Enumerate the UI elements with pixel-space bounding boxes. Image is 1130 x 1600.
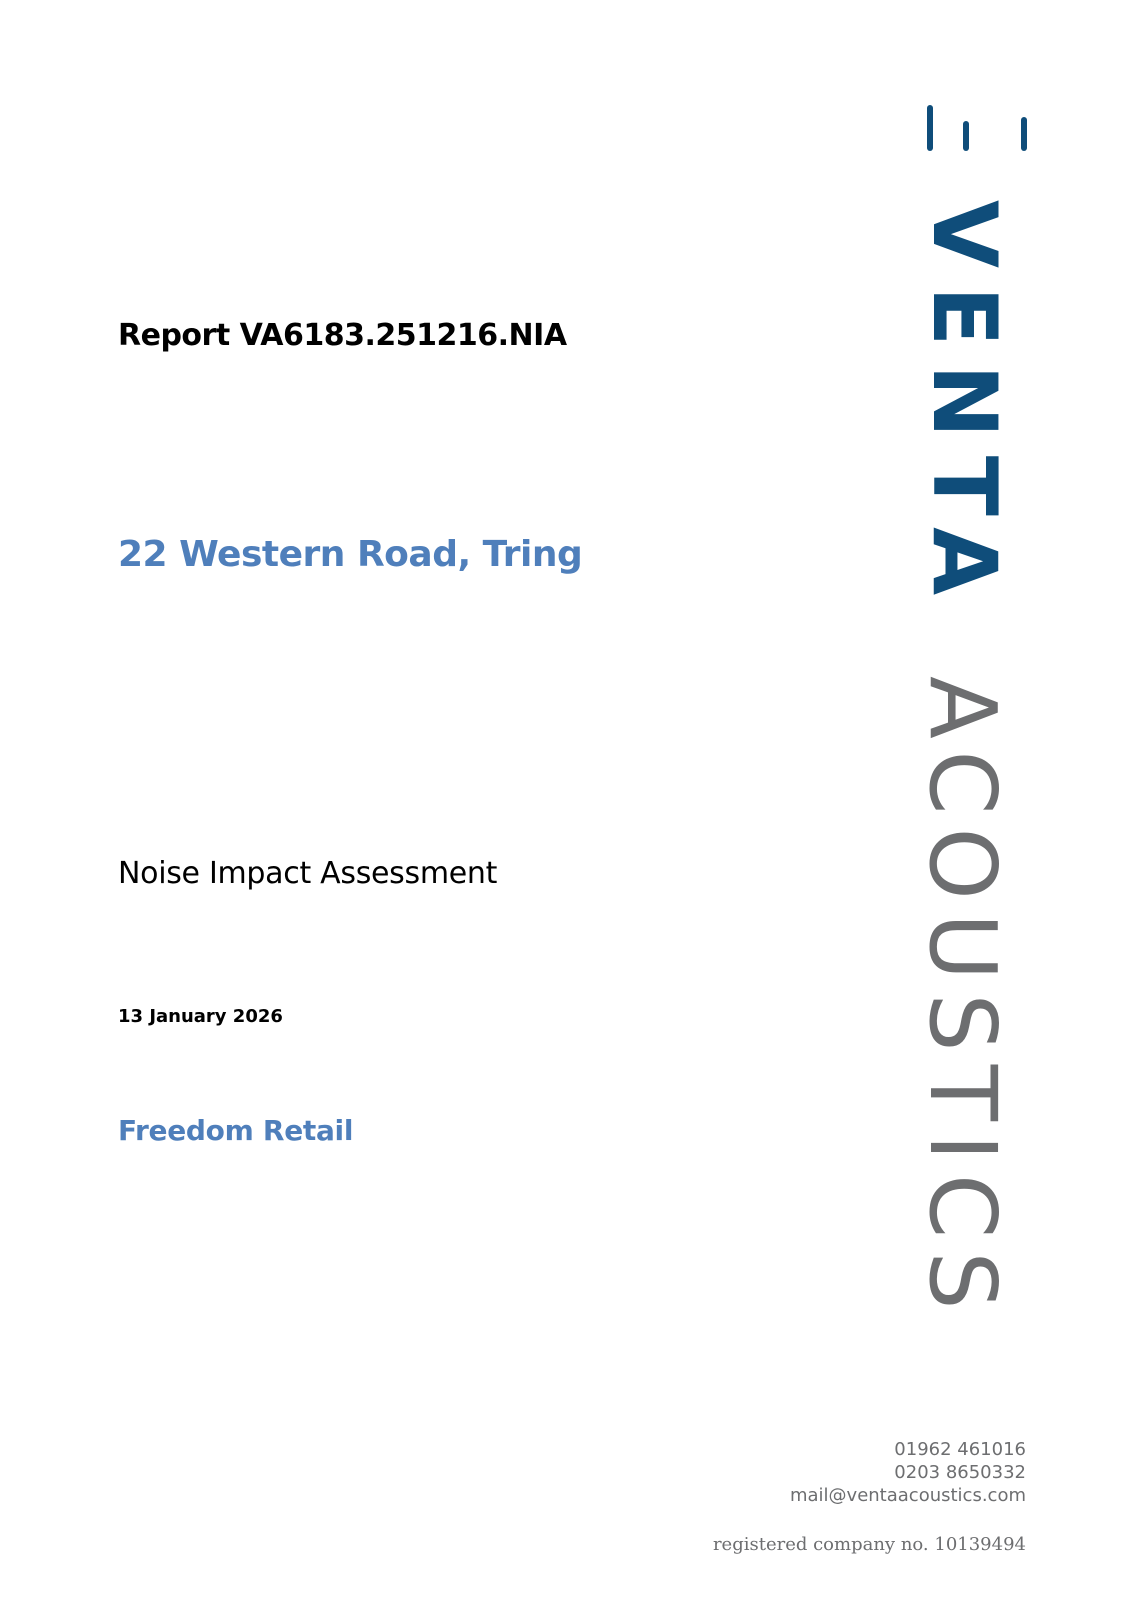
contact-phone-2: 0203 8650332 [894, 1462, 1026, 1483]
brand-acoustics: ACOUSTICS [909, 676, 1016, 1323]
brand-venta: VENTA [913, 200, 1016, 614]
contact-phone-1: 01962 461016 [894, 1439, 1026, 1460]
report-number: Report VA6183.251216.NIA [118, 318, 567, 353]
client-name: Freedom Retail [118, 1114, 354, 1147]
project-title: 22 Western Road, Tring [118, 534, 583, 575]
contact-email: mail@ventaacoustics.com [789, 1485, 1026, 1506]
document-type: Noise Impact Assessment [118, 856, 498, 891]
contact-block [790, 1438, 1026, 1507]
report-date: 13 January 2026 [118, 1006, 283, 1027]
company-registration: registered company no. 10139494 [712, 1534, 1026, 1555]
venta-logo-bars-icon [926, 64, 1028, 154]
